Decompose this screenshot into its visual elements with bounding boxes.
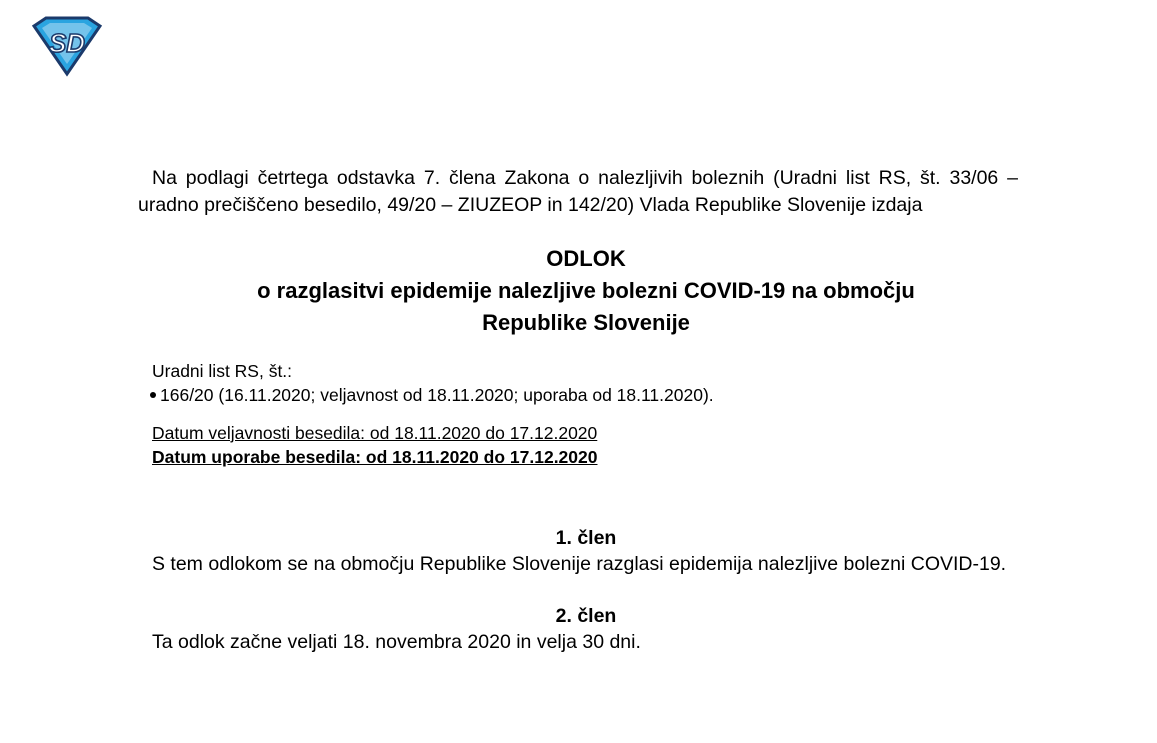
article-1-body: S tem odlokom se na območju Republike Slovenije razglasi epidemija nalezljive bolezni COVID-19. bbox=[152, 553, 1007, 575]
title-line-2: o razglasitvi epidemije nalezljive bolezni COVID-19 na območju bbox=[257, 278, 915, 303]
application-date: Datum uporabe besedila: od 18.11.2020 do 17.12.2020 bbox=[152, 447, 598, 467]
text-dates bbox=[138, 421, 1018, 469]
document-title bbox=[138, 243, 1018, 339]
logo-emblem bbox=[30, 16, 104, 78]
gazette-entry: 166/20 (16.11.2020; veljavnost od 18.11.2020; uporaba od 18.11.2020). bbox=[160, 385, 714, 405]
intro-paragraph: Na podlagi četrtega odstavka 7. člena Zakona o nalezljivih boleznih (Uradni list RS, št. 33/06 – uradno prečiščeno besedilo, 49/20 – ZIUZEOP in 142/20) Vlada Republike Slovenije izdaja bbox=[138, 167, 1018, 216]
article-2-heading: 2. člen bbox=[555, 605, 617, 627]
article-2-body: Ta odlok začne veljati 18. novembra 2020 in velja 30 dni. bbox=[152, 631, 641, 653]
document-body bbox=[138, 165, 1018, 656]
gazette-label: Uradni list RS, št.: bbox=[152, 361, 293, 381]
logo-lettering: SD bbox=[48, 28, 86, 58]
title-line-3: Republike Slovenije bbox=[482, 310, 690, 335]
gazette-entry-row bbox=[150, 383, 1018, 407]
title-line-1: ODLOK bbox=[546, 246, 626, 271]
article-1-heading: 1. člen bbox=[555, 527, 617, 549]
bullet-icon bbox=[150, 392, 156, 398]
gazette-reference bbox=[138, 359, 1018, 407]
validity-date: Datum veljavnosti besedila: od 18.11.2020 do 17.12.2020 bbox=[152, 423, 598, 443]
